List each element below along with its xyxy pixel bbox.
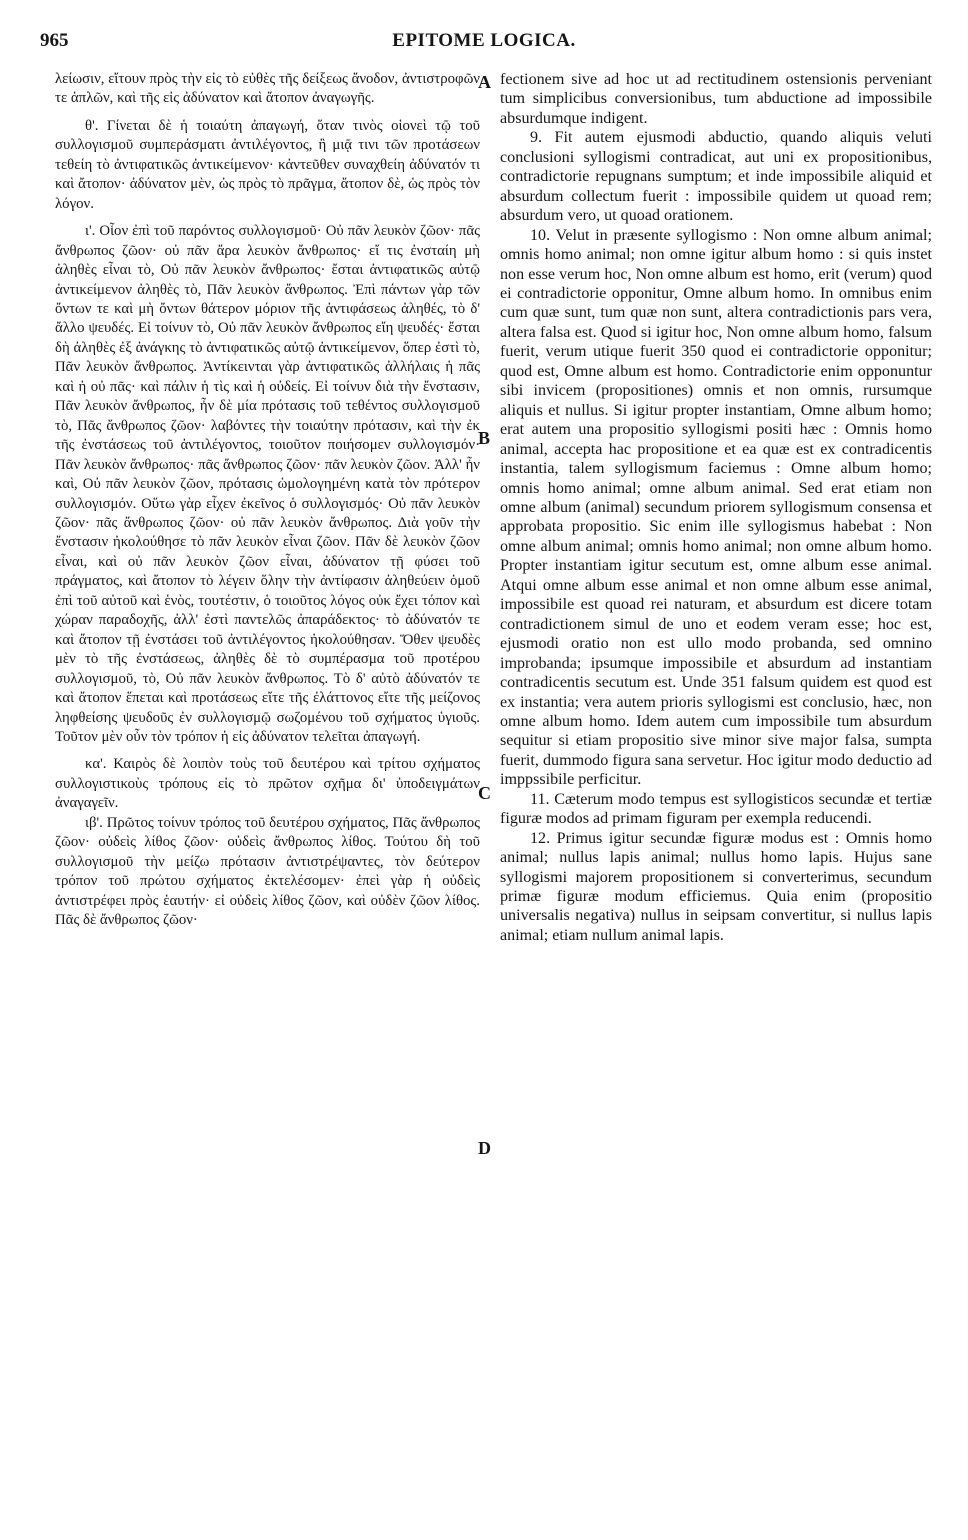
margin-letter-c: C (478, 783, 491, 803)
greek-paragraph: ι'. Οἷον ἐπὶ τοῦ παρόντος συλλογισμοῦ· Οὐ πᾶν λευκὸν ζῶον· πᾶς ἄνθρωπος ζῶον· οὐ πᾶν ἄρα λευκὸν ἄνθρωπος· εἴ τις ἐνσταίη μὴ ἀληθὲς εἶναι τὸ, Οὐ πᾶν λευκὸν ἄνθρωπος· ἔσται ἀντιφατικῶς αὐτῷ ἀντικείμενον ἀληθὲς τὸ, Πᾶν λευκὸν ἄνθρωπος. Ἐπὶ πάντων γὰρ τῶν ὄντων τε καὶ μὴ ὄντων θάτερον μόριον τῆς ἀντιφάσεως ἀληθές, τὸ δ' ἄλλο ψευδές. Εἰ τοίνυν τὸ, Οὐ πᾶν λευκὸν ἄνθρωπος εἴη ψευδές· ἔσται δὴ ἀληθὲς ἐξ ἀνάγκης τὸ ἀντιφατικῶς αὐτῷ ἀντικείμενον, ὅπερ ἐστὶ τὸ, Πᾶν λευκὸν ἄνθρωπος. Ἀντίκεινται γὰρ ἀντιφατικῶς ἀλλήλαις ἡ πᾶς καὶ ἡ οὐ πᾶς· καὶ πάλιν ἡ τὶς καὶ ἡ οὐδείς. Εἰ τοίνυν διὰ τὴν ἔνστασιν, Πᾶν λευκὸν ἄνθρωπος, ἦν δὲ μία πρότασις τοῦ τεθέντος συλλογισμοῦ τὸ, Πᾶς ἄνθρωπος ζῶον· λαβόντες τὴν τοιαύτην πρότασιν, καὶ τὴν ἐκ τῆς ἐνστάσεως τοῦ ἀντιλέγοντος, τοιοῦτον ποιήσομεν συλλογισμόν· Πᾶν λευκὸν ἄνθρωπος· πᾶς ἄνθρωπος ζῶον· πᾶν λευκὸν ζῶον. Ἀλλ' ἦν καὶ, Οὐ πᾶν λευκὸν ζῶον, πρότασις ὡμολογημένη κατὰ τὸν πρότερον συλλογισμόν. Οὕτω γὰρ εἶχεν ἐκεῖνος ὁ συλλογισμός· Οὐ πᾶν λευκὸν ζῶον· πᾶς ἄνθρωπος ζῶον· οὐ πᾶν λευκὸν ἄνθρωπος. Διὰ γοῦν τὴν ἔνστασιν ἠκολούθησε τὸ πᾶν λευκὸν εἶναι ζῶον. Πᾶν δὲ λευκὸν ζῶον εἶναι, καὶ οὐ πᾶν λευκὸν ζῶον εἶναι, ἀδύνατον τῇ φύσει τοῦ πράγματος, καὶ ἄτοπον τὸ λέγειν ὅλην τὴν ἀντίφασιν ἀληθεύειν ὁμοῦ ἐπὶ τοῦ αὐτοῦ καὶ ἑνὸς, τουτέστιν, ὁ τοιοῦτος λόγος οὐκ ἔχει τόπον καὶ χώραν παραδοχῆς, ἀλλ' ἐστὶ παντελῶς ἀπαράδεκτος· τὸ ἀδύνατόν τε καὶ ἄτοπον τῇ ἐνστάσει τοῦ ἀντιλέγοντος ἠκολούθησαν. Ὅθεν ψευδὲς μὲν τὸ τῆς ἐνστάσεως, ἀληθὲς δὲ τὸ συμπέρασμα τοῦ προτέρου συλλογισμοῦ, τὸ, Οὐ πᾶν λευκὸν ἄνθρωπος. Τὸ δ' αὐτὸ ἀδύνατόν τε καὶ ἄτοπον ἕπεται καὶ προτάσεως εἴτε τῆς ἐλάττονος εἴτε τῆς μείζονος ληφθείσης ψευδοῦς ἐν συλλογισμῷ σωζομένου τοῦ σχήματος ὑγιοῦς. Τοῦτον μὲν οὖν τὸν τρόπον ἡ εἰς ἀδύνατον τελεῖται ἀπαγωγή. (55, 223, 480, 745)
latin-paragraph: 12. Primus igitur secundæ figuræ modus est : Omnis homo animal; nullus lapis animal; nullus homo lapis. Hujus sane syllogismi majorem propositionem si converterimus, secundum primæ figuræ modum efficiemus. Quia enim (propositio universalis negativa) nullus in seipsam convertitur, si nullus lapis animal; etiam nullum animal lapis. (500, 829, 932, 944)
margin-letter-a: A (478, 72, 491, 92)
greek-column (55, 70, 480, 930)
latin-paragraph: 10. Velut in præsente syllogismo : Non omne album animal; omnis homo animal; non omne igitur album homo : si quis instet non esse verum hoc, Non omne album est homo, erit (verum) quod ei contradictorie opponitur, Omne album homo. In omnibus enim cum quæ sunt, tum quæ non sunt, altera contradictionis pars vera, altera falsa est. Quod si igitur hoc, Non omne album homo, falsum fuerit, verum utique fuerit 350 quod ei contradictorie opponitur; quod est, Omne album est homo. Contradictorie enim opponuntur sibi invicem (propositiones) omnis et non omnis, rursumque aliquis et nullus. Si igitur propter instantiam, Omne album homo; erat autem una propositio syllogismi positi hæc : Omnis homo animal, accepta hac propositione et ea quæ est ex contradicentis instantia, talem syllogismum faciemus : Omne album homo; omnis homo animal; omne album animal. Sed erat etiam non omne album (animal) secundum priorem syllogismum consensa et approbata propositio. Sic enim ille syllogismus habebat : Non omne album animal; omnis homo animal; non omne album homo. Propter instantiam igitur secutum est, omne album esse animal. Atqui omne album esse animal et non omne album esse animal, impossibile est quoad rei naturam, et absurdum est dicere totam contradictionem simul de uno et eodem veram esse; hoc est, ejusmodi oratio non est ullo modo probanda, sed omnino improbanda; ipsumque impossibile et absurdum ad instantiam contradicentis secutum est. Unde 351 falsum quidem est quod est ex instantia; vera autem prioris syllogismi est conclusio, hæc, non omne album homo. Idem autem cum impossibile tum absurdum sequitur si etiam propositio sive minor sive major falsa, sumpta fuerit, dummodo figura sana servetur. Hoc igitur modo deductio ad imppssibile perficitur. (500, 226, 932, 789)
greek-paragraph: ιβ'. Πρῶτος τοίνυν τρόπος τοῦ δευτέρου σχήματος, Πᾶς ἄνθρωπος ζῶον· οὐδεὶς λίθος ζῶον· οὐδεὶς ἄνθρωπος λίθος. Τούτου δὴ τοῦ συλλογισμοῦ τὴν μείζω πρότασιν ἀντιστρέψαντες, τὸν δεύτερον τρόπον τοῦ πρώτου σχήματος ἐκτελέσομεν· ἐπεὶ γὰρ ἡ οὐδεὶς ἀντιστρέφει πρὸς ἑαυτήν· εἰ οὐδεὶς λίθος ζῶον, καὶ οὐδὲν ζῶον λίθος. Πᾶς δὲ ἄνθρωπος ζῶον· (55, 814, 480, 929)
greek-paragraph: θ'. Γίνεται δὲ ἡ τοιαύτη ἀπαγωγή, ὅταν τινὸς οἱονεὶ τῷ τοῦ συλλογισμοῦ συμπεράσματι ἀντιλέγοντος, ἢ μιᾷ τινι τῶν προτάσεων τεθείη τὸ ἀντιφατικῶς ἀντικείμενον· κἀντεῦθεν συναχθείη ἀδύνατόν τι καὶ ἄτοπον· ἀδύνατον μὲν, ὡς πρὸς τὸ πρᾶγμα, ἄτοπον δὲ, ὡς πρὸς τὸν λόγον. (55, 117, 480, 212)
latin-paragraph: 11. Cæterum modo tempus est syllogisticos secundæ et tertiæ figuræ modos ad primam figuram per exempla reducendi. (500, 790, 932, 828)
greek-paragraph: κα'. Καιρὸς δὲ λοιπὸν τοὺς τοῦ δευτέρου καὶ τρίτου σχήματος συλλογιστικοὺς τρόπους εἰς τὸ πρῶτον σχῆμα δι' ὑποδειγμάτων ἀναγαγεῖν. (55, 756, 480, 812)
page-number: 965 (40, 30, 69, 51)
page-header (0, 30, 968, 64)
latin-paragraph: fectionem sive ad hoc ut ad rectitudinem ostensionis perveniant tum simplicibus conversionibus, tum abductione ad impossibile absurdumque indigent. (500, 71, 932, 127)
latin-paragraph: 9. Fit autem ejusmodi abductio, quando aliquis veluti conclusioni syllogismi contradicat, aut uni ex propositionibus, contradictorie repugnans sumptum; et inde impossibile aliquid et absurdum collectum fuerit : impossibile quidem ut quoad rem; absurdum vero, ut quoad orationem. (500, 129, 932, 225)
running-title: EPITOME LOGICA. (392, 30, 576, 51)
greek-paragraph: λείωσιν, εἴτουν πρὸς τὴν εἰς τὸ εὐθὲς τῆς δείξεως ἄνοδον, ἀντιστροφῶν τε ἁπλῶν, καὶ τῆς εἰς ἀδύνατον καὶ ἄτοπον ἀναγωγῆς. (55, 71, 480, 107)
latin-column (500, 70, 932, 945)
margin-letter-b: B (478, 428, 491, 448)
margin-letter-d: D (478, 1138, 491, 1158)
